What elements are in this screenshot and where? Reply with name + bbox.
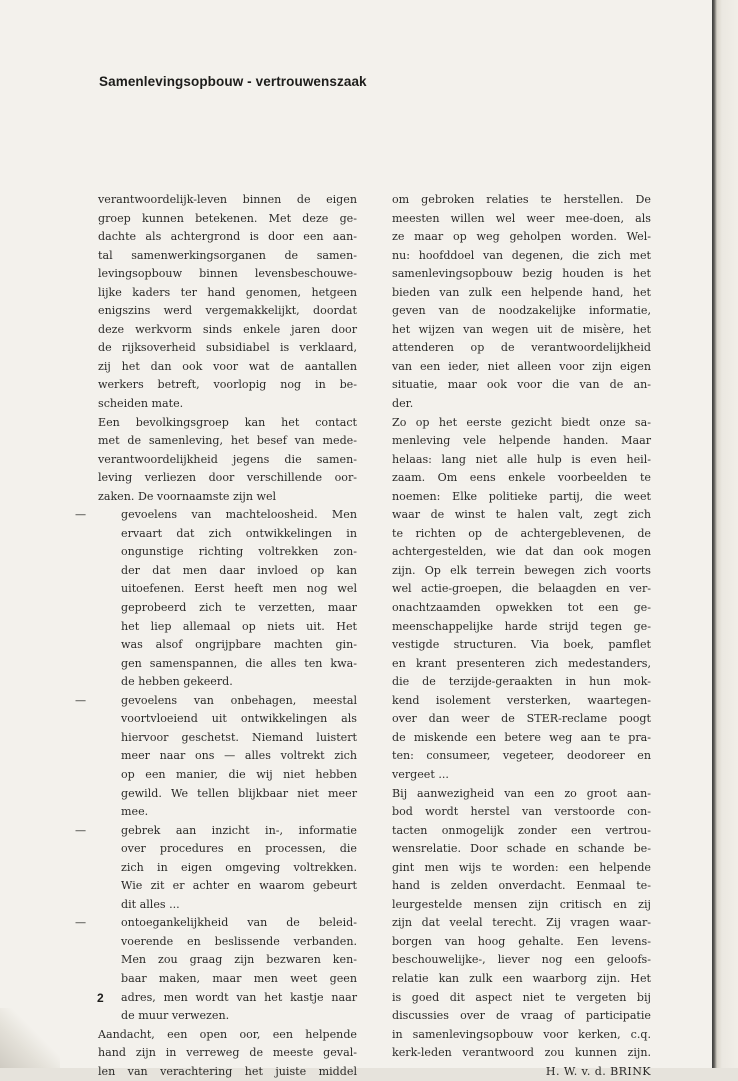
text-line: vestigde structuren. Via boek, pamflet: [392, 638, 651, 652]
text-line: te richten op de achtergeblevenen, de: [392, 526, 651, 540]
text-line: verantwoordelijkheid jegens die samen-: [98, 452, 357, 466]
text-segment: gevoelens van machteloosheid. Men: [121, 508, 357, 522]
text-line: lijke kaders ter hand genomen, hetgeen: [98, 285, 357, 299]
text-line: situatie, maar ook voor die van de an-: [392, 378, 651, 392]
text-line: gewild. We tellen blijkbaar niet meer: [121, 786, 357, 800]
text-line: wensrelatie. Door schade en schande be-: [392, 842, 651, 856]
text-line: beschouwelijke-, liever nog een geloofs-: [392, 953, 651, 967]
text-line: in samenlevingsopbouw voor kerken, c.q.: [392, 1027, 651, 1041]
text-line: zich in eigen omgeving voltrekken.: [121, 860, 357, 874]
bullet-item: [75, 692, 357, 822]
text-line: enigszins werd vergemakkelijkt, doordat: [98, 304, 357, 318]
bullet-dash: —: [75, 508, 87, 522]
text-line: bieden van zulk een helpende hand, het: [392, 285, 651, 299]
text-line: voerende en beslissende verbanden.: [121, 934, 357, 948]
text-line: kend isolement versterken, waartegen-: [392, 693, 651, 707]
bullet-item: [75, 822, 357, 915]
text-line: Bij aanwezigheid van een zo groot aan-: [392, 786, 651, 800]
text-line: achtergestelden, wie dat dan ook mogen: [392, 545, 651, 559]
text-line: [75, 914, 357, 933]
text-line: Zo op het eerste gezicht biedt onze sa-: [392, 415, 651, 429]
bullet-dash: —: [75, 916, 87, 930]
text-line: relatie kan zulk een waarborg zijn. Het: [392, 971, 651, 985]
text-line: leving verliezen door verschillende oor-: [98, 471, 357, 485]
text-line: dit alles ...: [121, 897, 180, 911]
text-line: samenlevingsopbouw bezig houden is het: [392, 267, 651, 281]
text-line: voortvloeiend uit ontwikkelingen als: [121, 712, 357, 726]
bullet-item: [75, 914, 357, 1025]
text-line: was alsof ongrijpbare machten gin-: [121, 638, 357, 652]
text-line: wel actie-groepen, die belaagden en ver-: [392, 582, 651, 596]
text-segment: gebrek aan inzicht in-, informatie: [121, 823, 357, 837]
text-line: der.: [392, 397, 414, 411]
text-line: groep kunnen betekenen. Met deze ge-: [98, 211, 357, 225]
text-line: vergeet ...: [392, 767, 449, 781]
paragraph: [392, 191, 651, 414]
text-line: ze maar op weg geholpen worden. Wel-: [392, 230, 651, 244]
text-line: meesten willen wel weer mee-doen, als: [392, 211, 651, 225]
text-line: waar de winst te halen valt, zegt zich: [392, 508, 651, 522]
text-line: de muur verwezen.: [121, 1009, 230, 1023]
text-line: geprobeerd zich te verzetten, maar: [121, 601, 357, 615]
text-line: hand is zelden onverdacht. Eenmaal te-: [392, 879, 651, 893]
paragraph: [392, 785, 651, 1063]
text-line: meer naar ons — alles voltrekt zich: [121, 749, 357, 763]
text-line: gint men wijs te worden: een helpende: [392, 860, 651, 874]
text-line: hiervoor geschetst. Niemand luistert: [121, 730, 357, 744]
text-line: [75, 692, 357, 711]
text-line: die de terzijde-geraakten in hun mok-: [392, 675, 651, 689]
text-line: zaam. Om eens enkele voorbeelden te: [392, 471, 651, 485]
text-line: gen samenspannen, die alles ten kwa-: [121, 656, 357, 670]
text-line: [75, 506, 357, 525]
text-line: van een ieder, niet alleen voor zijn eigen: [392, 359, 651, 373]
text-line: bod wordt herstel van verstoorde con-: [392, 805, 651, 819]
text-line: ervaart dat zich ontwikkelingen in: [121, 526, 357, 540]
text-line: helaas: lang niet alle hulp is even heil-: [392, 452, 651, 466]
text-line: ten: consumeer, vegeteer, deodoreer en: [392, 749, 651, 763]
page-number: 2: [97, 991, 104, 1005]
left-column: [75, 191, 357, 1081]
text-line: zaken. De voornaamste zijn wel: [98, 489, 277, 503]
page-corner-shadow: [0, 1008, 60, 1068]
text-line: len van verachtering het juiste middel: [98, 1064, 357, 1078]
text-line: hand zijn in verreweg de meeste geval-: [98, 1046, 357, 1060]
text-line: attenderen op de verantwoordelijkheid: [392, 341, 651, 355]
text-line: verantwoordelijk-leven binnen de eigen: [98, 193, 357, 206]
paragraph: [392, 414, 651, 785]
paragraph: [98, 414, 357, 507]
right-column: [392, 191, 651, 1081]
text-line: het wijzen van wegen uit de misère, het: [392, 322, 651, 336]
text-line: kerk-leden verantwoord zou kunnen zijn.: [392, 1046, 651, 1060]
text-line: met de samenleving, het besef van mede-: [98, 434, 357, 448]
bullet-dash: —: [75, 693, 87, 707]
text-line: Wie zit er achter en waarom gebeurt: [121, 879, 357, 893]
bullet-item: [75, 506, 357, 691]
text-line: nu: hoofddoel van degenen, die zich met: [392, 248, 651, 262]
text-line: op een manier, die wij niet hebben: [121, 767, 357, 781]
text-line: zijn. Op elk terrein bewegen zich voorts: [392, 563, 651, 577]
text-line: het liep allemaal op niets uit. Het: [121, 619, 357, 633]
text-line: deze werkvorm sinds enkele jaren door: [98, 322, 357, 336]
text-line: der dat men daar invloed op kan: [121, 563, 357, 577]
text-line: menleving vele helpende handen. Maar: [392, 434, 651, 448]
text-line: noemen: Elke politieke partij, die weet: [392, 489, 651, 503]
text-line: meenschappelijke harde strijd tegen ge-: [392, 619, 651, 633]
text-line: mee.: [121, 805, 149, 819]
text-line: de hebben gekeerd.: [121, 675, 233, 689]
paragraph: [98, 1026, 357, 1081]
text-line: [75, 822, 357, 841]
author-signature: H. W. v. d. BRINK: [545, 1064, 651, 1078]
text-line: werkers betreft, voorlopig nog in be-: [98, 378, 357, 392]
paragraph: [98, 191, 357, 414]
text-line: baar maken, maar men weet geen: [121, 971, 357, 985]
text-line: zij het dan ook voor wat de aantallen: [98, 359, 357, 373]
text-line: en krant presenteren zich medestanders,: [392, 656, 651, 670]
text-line: over procedures en processen, die: [121, 842, 357, 856]
text-segment: gevoelens van onbehagen, meestal: [121, 693, 357, 707]
text-line: over dan weer de STER-reclame poogt: [392, 712, 651, 726]
text-line: tal samenwerkingsorganen de samen-: [98, 248, 357, 262]
text-line: discussies over de vraag of participatie: [392, 1009, 651, 1023]
text-line: om gebroken relaties te herstellen. De: [392, 193, 651, 206]
bullet-dash: —: [75, 823, 87, 837]
running-header: Samenlevingsopbouw - vertrouwenszaak: [99, 74, 367, 89]
text-line: scheiden mate.: [98, 397, 184, 411]
text-line: Aandacht, een open oor, een helpende: [98, 1027, 357, 1041]
text-line: tacten onmogelijk zonder een vertrou-: [392, 823, 651, 837]
text-line: de miskende een betere weg aan te pra-: [392, 730, 651, 744]
text-segment: ontoegankelijkheid van de beleid-: [121, 916, 357, 930]
text-line: de rijksoverheid subsidiabel is verklaard,: [98, 341, 357, 355]
text-line: is goed dit aspect niet te vergeten bij: [392, 990, 651, 1004]
text-line: borgen van hoog gehalte. Een levens-: [392, 934, 651, 948]
text-line: Men zou graag zijn bezwaren ken-: [121, 953, 357, 967]
text-line: geven van de noodzakelijke informatie,: [392, 304, 651, 318]
text-line: onachtzaamden opwekken tot een ge-: [392, 601, 651, 615]
text-line: Een bevolkingsgroep kan het contact: [98, 415, 357, 429]
text-line: zijn dat veelal terecht. Zij vragen waar-: [392, 916, 651, 930]
text-line: uitoefenen. Eerst heeft men nog wel: [121, 582, 357, 596]
book-spine-edge: [712, 0, 738, 1068]
text-line: dachte als achtergrond is door een aan-: [98, 230, 357, 244]
text-line: ongunstige richting voltrekken zon-: [121, 545, 357, 559]
text-line: leurgestelde mensen zijn critisch en zij: [392, 897, 651, 911]
text-line: levingsopbouw binnen levensbeschouwe-: [98, 267, 357, 281]
text-line: adres, men wordt van het kastje naar: [121, 990, 357, 1004]
